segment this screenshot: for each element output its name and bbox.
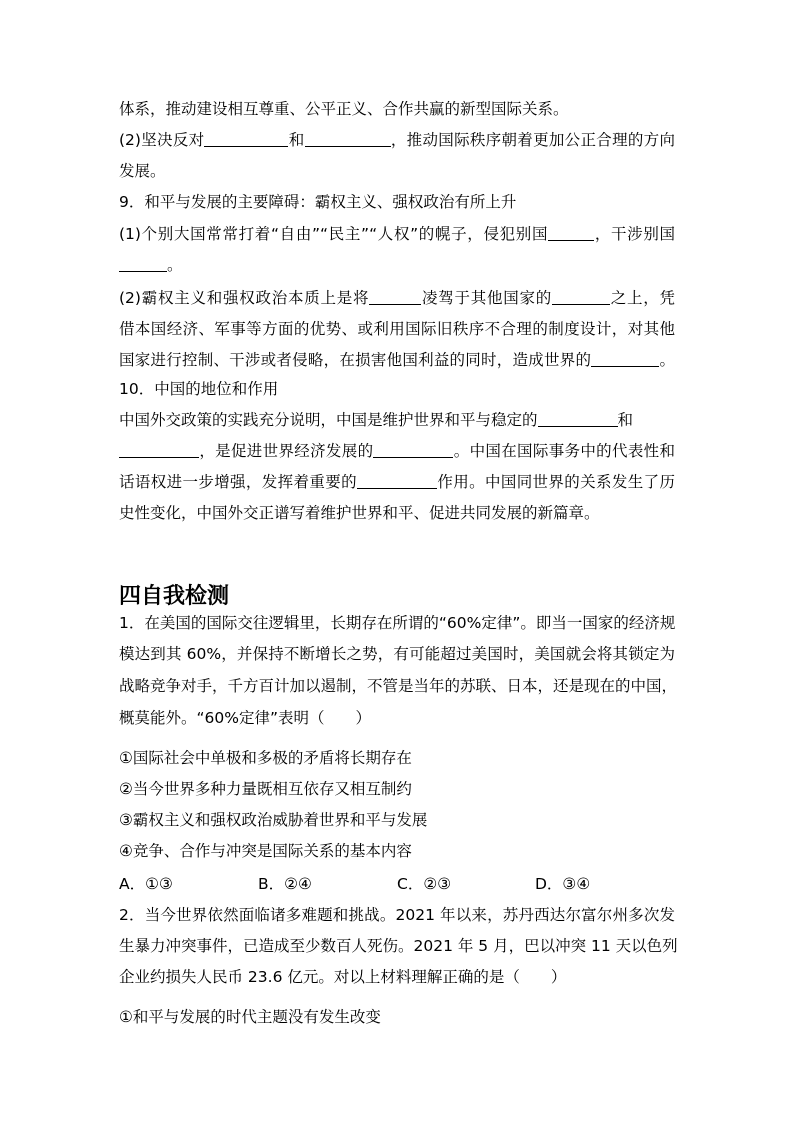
- text: 2．当今世界依然面临诸多难题和挑战。2021 年以来，苏丹西达尔富尔州多次发: [119, 906, 675, 924]
- text: 生暴力冲突事件，已造成至少数百人死伤。2021 年 5 月，巴以冲突 11 天以色列: [119, 937, 678, 955]
- fill-blank: [357, 472, 437, 489]
- text-line: [119, 612, 675, 634]
- text: 模达到其 60%，并保持不断增长之势，有可能超过美国时，美国就会将其锁定为: [119, 645, 675, 663]
- fill-blank: [119, 255, 167, 272]
- text-line: [119, 935, 678, 957]
- question-title: [119, 378, 278, 400]
- section-heading: 四自我检测: [119, 584, 230, 609]
- text: ④竞争、合作与冲突是国际关系的基本内容: [119, 842, 412, 860]
- fill-blank: [538, 410, 618, 427]
- text: ③霸权主义和强权政治威胁着世界和平与发展: [119, 811, 428, 829]
- text-line: [119, 675, 678, 697]
- text: ，干涉别国: [594, 225, 675, 243]
- fill-blank: [305, 130, 391, 147]
- fill-blank: [591, 350, 659, 367]
- text-line: [119, 502, 600, 524]
- text: (2)霸权主义和强权政治本质上是将: [119, 289, 370, 307]
- text-line: [119, 966, 566, 988]
- text: 之上，凭: [609, 289, 675, 307]
- text-line: [119, 643, 675, 665]
- fill-blank: [204, 130, 288, 147]
- fill-blank: [369, 288, 421, 305]
- text: ②当今世界多种力量既相互依存又相互制约: [119, 780, 412, 798]
- text: 和: [288, 131, 305, 149]
- text: 凌驾于其他国家的: [421, 289, 552, 307]
- fill-blank: [552, 288, 610, 305]
- choice-item: [119, 809, 427, 831]
- text: ，是促进世界经济发展的: [199, 442, 374, 460]
- option-d[interactable]: D．③④: [535, 875, 591, 893]
- text: 和: [617, 411, 634, 429]
- text-line: [119, 287, 675, 309]
- text-line: [119, 409, 633, 431]
- text: 。: [167, 256, 183, 274]
- text: ①国际社会中单极和多极的矛盾将长期存在: [119, 749, 412, 767]
- text: 体系，推动建设相互尊重、公平正义、合作共赢的新型国际关系。: [119, 100, 569, 118]
- text-line: [119, 349, 675, 371]
- text: 中国外交政策的实践充分说明，中国是维护世界和平与稳定的: [119, 411, 538, 429]
- text: 。: [659, 351, 675, 369]
- text: 发展。: [119, 162, 166, 180]
- text-line: [119, 471, 675, 493]
- text-line: [119, 98, 569, 120]
- fill-blank: [548, 224, 594, 241]
- text: 史性变化，中国外交正谱写着维护世界和平、促进共同发展的新篇章。: [119, 504, 600, 522]
- option-a[interactable]: A．①③: [119, 875, 173, 893]
- option-b[interactable]: B．②④: [258, 875, 312, 893]
- text: 。中国在国际事务中的代表性和: [453, 442, 675, 460]
- text: (1)个别大国常常打着“自由”“民主”“人权”的幌子，侵犯别国: [119, 225, 549, 243]
- text: 作用。中国同世界的关系发生了历: [437, 473, 675, 491]
- choice-item: [119, 778, 412, 800]
- text-line: [119, 254, 183, 276]
- fill-blank: [119, 441, 199, 458]
- text: (2)坚决反对: [119, 131, 205, 149]
- text: 借本国经济、军事等方面的优势、或利用国际旧秩序不合理的制度设计，对其他: [119, 320, 675, 338]
- text-line: [119, 440, 675, 462]
- fill-blank: [373, 441, 453, 458]
- text-line: [119, 318, 675, 340]
- text: ①和平与发展的时代主题没有发生改变: [119, 1008, 381, 1026]
- text: 概莫能外。“60%定律”表明（ ）: [119, 709, 372, 727]
- text: 国家进行控制、干涉或者侵略，在损害他国利益的同时，造成世界的: [119, 351, 592, 369]
- text: 话语权进一步增强，发挥着重要的: [119, 473, 357, 491]
- choice-item: [119, 747, 412, 769]
- text-line: [119, 904, 675, 926]
- text-line: [119, 160, 166, 182]
- option-c[interactable]: C．②③: [397, 875, 452, 893]
- text: 战略竞争对手，千方百计加以遏制，不管是当年的苏联、日本，还是现在的中国，: [119, 677, 678, 695]
- text-line: [119, 223, 675, 245]
- text: 9．和平与发展的主要障碍：霸权主义、强权政治有所上升: [119, 193, 517, 211]
- text: 10．中国的地位和作用: [119, 380, 279, 398]
- text: 1．在美国的国际交往逻辑里，长期存在所谓的“60%定律”。即当一国家的经济规: [119, 614, 676, 632]
- text-line: [119, 129, 675, 151]
- text: 企业约损失人民币 23.6 亿元。对以上材料理解正确的是（ ）: [119, 968, 567, 986]
- choice-item: [119, 840, 412, 862]
- question-title: [119, 191, 516, 213]
- text-line: [119, 707, 371, 729]
- text: ，推动国际秩序朝着更加公正合理的方向: [390, 131, 675, 149]
- choice-item: [119, 1006, 381, 1028]
